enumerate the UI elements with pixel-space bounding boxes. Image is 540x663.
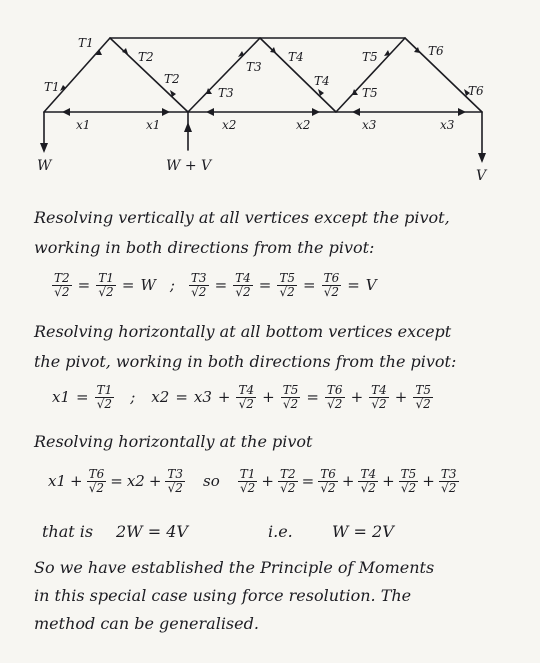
equation-horizontal-bottom: x1 = $\frac{T1}{√2}$ ; x2 = x3 + $\frac{T4}{√2}$ + $\frac{T5}{√2}$ = $\frac{T6}{√2}$ + $\frac{T4}{√2}$ + $\frac{T5}{√2}$	[52, 383, 431, 411]
label-t5-bot: T5	[362, 86, 378, 100]
text-line-8: method can be generalised.	[34, 614, 259, 633]
label-x1-left: x1	[76, 118, 91, 132]
label-t5-top: T5	[362, 50, 378, 64]
text-line-5: Resolving horizontally at the pivot	[34, 432, 313, 451]
frac: $\frac{T5}{√2}$	[415, 383, 431, 411]
frac: $\frac{T3}{√2}$	[167, 467, 184, 495]
text-line-7: in this special case using force resolution. The	[34, 586, 412, 605]
arrow-x2-left	[206, 108, 214, 116]
frac: $\frac{T2}{√2}$	[54, 271, 70, 299]
text-line-6: So we have established the Principle of Moments	[34, 558, 435, 577]
frac: $\frac{T1}{√2}$	[239, 467, 256, 495]
label-t6-top: T6	[428, 44, 444, 58]
frac: $\frac{T1}{√2}$	[98, 271, 114, 299]
frac: $\frac{T6}{√2}$	[320, 467, 336, 495]
arrow-x2-right	[312, 108, 320, 116]
load-w-plus-v: W + V	[166, 158, 212, 174]
label-t1-top: T1	[78, 36, 94, 50]
frac: $\frac{T3}{√2}$	[440, 467, 457, 495]
arrow-x3-right	[458, 108, 466, 116]
truss-diagram	[0, 0, 540, 200]
member-t3	[188, 38, 260, 112]
member-t1-end	[44, 38, 110, 112]
arrow-x1-right	[162, 108, 170, 116]
label-t2-top: T2	[138, 50, 154, 64]
label-x2-right: x2	[296, 118, 311, 132]
text-line-2: working in both directions from the pivot:	[34, 238, 375, 257]
arrow-t5-top	[384, 50, 390, 56]
equation-pivot: x1 + $\frac{T6}{√2}$ = x2 + $\frac{T3}{√2}$ so $\frac{T1}{√2}$ + $\frac{T2}{√2}$ = $\frac{T6}{√2}$ + $\frac{T4}{√2}$ + $\frac{T5}{√2}$ + $\frac{T3}{√2}$	[48, 467, 457, 495]
label-t4-bot: T4	[314, 74, 330, 88]
arrow-w	[40, 143, 48, 153]
label-x2-left: x2	[222, 118, 237, 132]
label-t6-end: T6	[468, 84, 484, 98]
frac: $\frac{T2}{√2}$	[280, 467, 296, 495]
frac: $\frac{T5}{√2}$	[282, 383, 299, 411]
label-t3-top: T3	[246, 60, 262, 74]
arrow-v	[478, 153, 486, 163]
frac: $\frac{T6}{√2}$	[88, 467, 105, 495]
text-line-4: the pivot, working in both directions from the pivot:	[34, 352, 457, 371]
label-x3-left: x3	[362, 118, 377, 132]
frac: $\frac{T5}{√2}$	[400, 467, 417, 495]
frac: $\frac{T5}{√2}$	[279, 271, 295, 299]
frac: $\frac{T4}{√2}$	[371, 383, 387, 411]
text-line-1: Resolving vertically at all vertices except the pivot,	[34, 208, 450, 227]
frac: $\frac{T4}{√2}$	[238, 383, 255, 411]
arrow-x1-left	[62, 108, 70, 116]
label-t4-top: T4	[288, 50, 304, 64]
load-v: V	[476, 168, 487, 184]
label-x1-right: x1	[146, 118, 161, 132]
arrow-pivot	[184, 122, 192, 132]
frac: $\frac{T4}{√2}$	[360, 467, 377, 495]
equation-vertical: $\frac{T2}{√2}$ = $\frac{T1}{√2}$ = W ; $\frac{T3}{√2}$ = $\frac{T4}{√2}$ = $\frac{T5}{√2}$ = $\frac{T6}{√2}$ = V	[54, 271, 377, 299]
label-x3-right: x3	[440, 118, 455, 132]
label-t3-bot: T3	[218, 86, 234, 100]
load-w: W	[37, 158, 52, 174]
arrow-x3-left	[352, 108, 360, 116]
frac: $\frac{T3}{√2}$	[190, 271, 207, 299]
frac: $\frac{T1}{√2}$	[96, 383, 113, 411]
label-t2-bot: T2	[164, 72, 180, 86]
label-t1-end: T1	[44, 80, 60, 94]
frac: $\frac{T6}{√2}$	[326, 383, 343, 411]
text-line-3: Resolving horizontally at all bottom vertices except	[34, 322, 452, 341]
frac: $\frac{T4}{√2}$	[235, 271, 251, 299]
equation-result: that is 2W = 4V i.e. W = 2V	[42, 522, 394, 541]
frac: $\frac{T6}{√2}$	[323, 271, 340, 299]
